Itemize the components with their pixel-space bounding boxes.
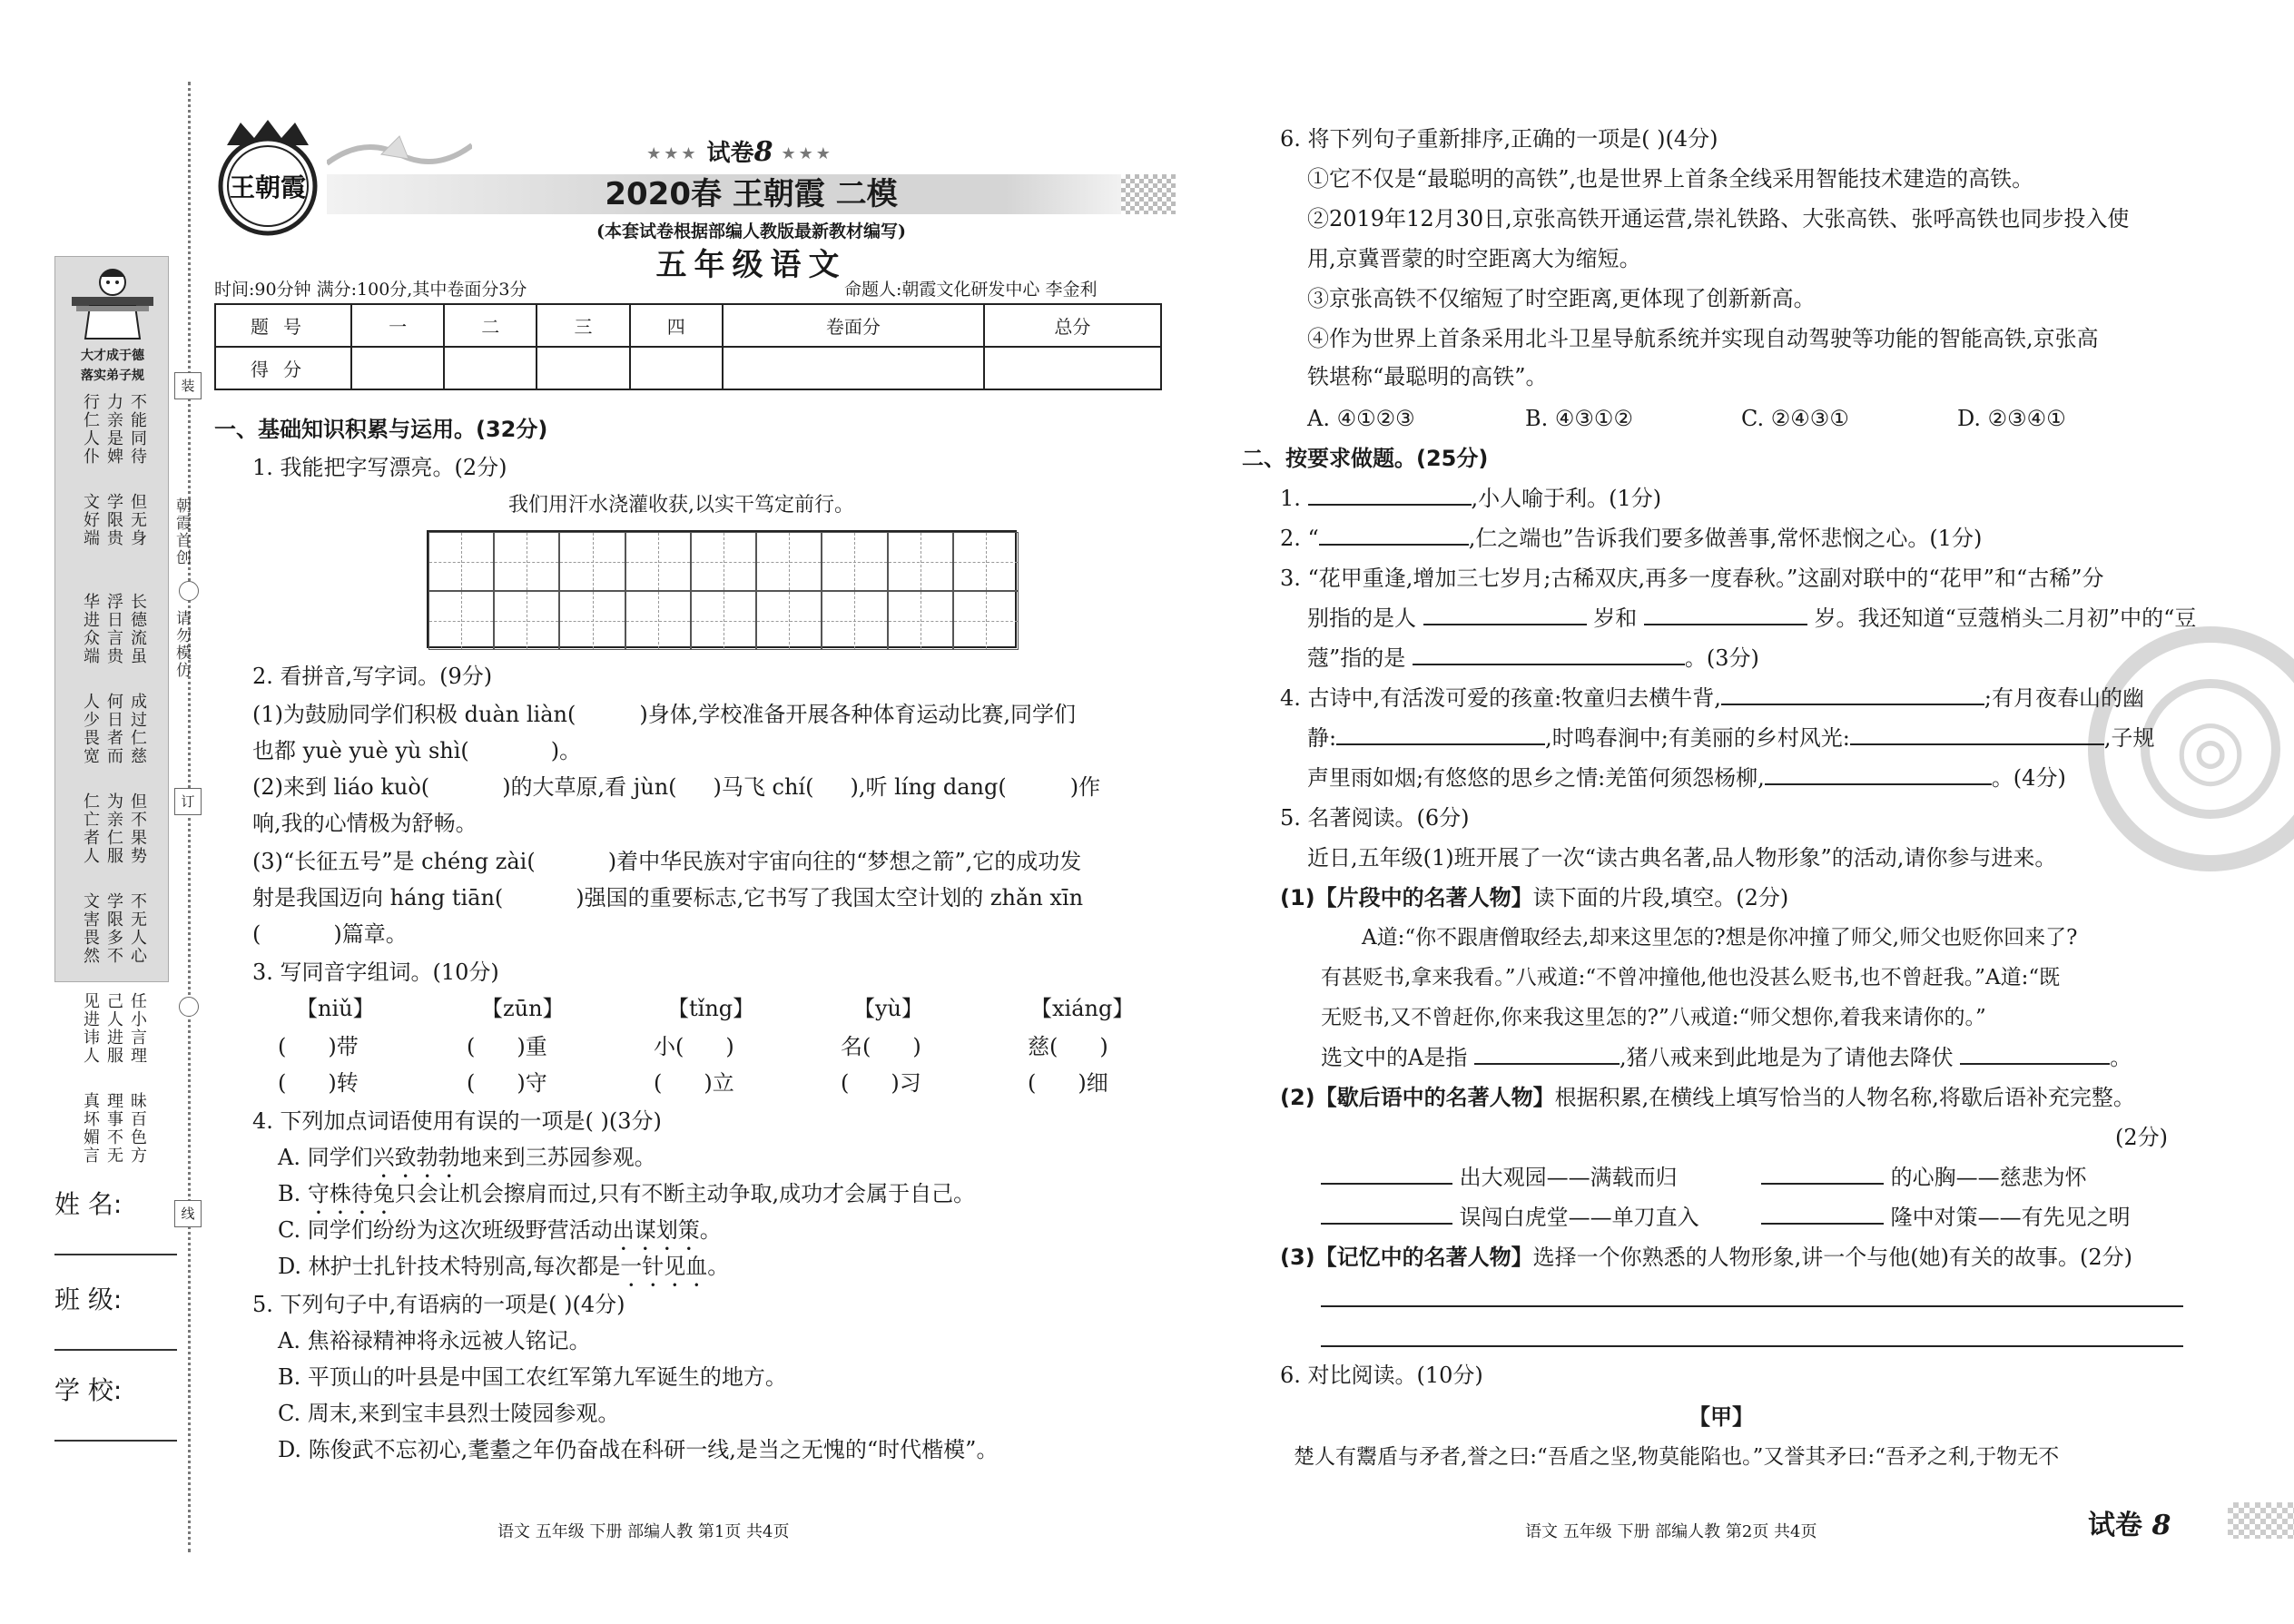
q2-1a: (1)为鼓励同学们积极 duàn liàn( [252,702,576,727]
q4-option-d[interactable] [278,1253,729,1292]
cut-circle-1 [179,581,199,601]
xiehouyu-2 [1761,1164,2087,1191]
q5-prompt: 5. 下列句子中,有语病的一项是( )(4分) [252,1292,625,1317]
p5-1-answer [1321,1044,2132,1071]
grid-cell[interactable] [888,591,953,650]
section-2-heading: 二、按要求做题。(25分) [1242,446,1489,471]
q6-sentence-4a: ④作为世界上首条采用北斗卫星导航系统并实现自动驾驶等功能的智能高铁,京张高 [1307,326,2099,351]
q4-option-b[interactable] [278,1180,975,1219]
grid-cell[interactable] [953,532,1019,591]
main-title: 2020春 王朝霞 二模 [605,176,898,212]
grid-cell[interactable] [756,591,822,650]
q6-option-b[interactable]: B. ④③①② [1525,406,1633,431]
paren: ( [654,1070,663,1096]
grid-cell[interactable] [559,591,625,650]
q2-3-line-2 [252,884,1083,911]
exam-info: 时间:90分钟 满分:100分,其中卷面分3分 [214,280,527,300]
page-footer-2: 语文 五年级 下册 部编人教 第2页 共4页 [1525,1522,1817,1541]
tag-checker-decoration [2228,1502,2294,1539]
score-cell[interactable] [984,347,1161,389]
p4-line-2 [1307,724,2155,752]
q2-3-line-3 [252,920,408,948]
school-field[interactable] [54,1371,182,1442]
q2-prompt: 2. 看拼音,写字词。(9分) [252,664,493,689]
logo-text: 王朝霞 [229,172,307,202]
q2-2a: (2)来到 liáo kuò( [252,774,430,800]
motto-col: 人少畏宽 [81,693,100,765]
word-part: )重 [517,1034,547,1059]
q3-pinyin-5: 【xiáng】 [1030,996,1135,1021]
p2-blank[interactable] [1319,526,1469,546]
motto-col: 力亲是婢 [104,393,123,466]
p4-blank-1[interactable] [1721,685,1984,705]
p5-2-text: 根据积累,在横线上填写恰当的人物名称,将歇后语补充完整。 [1554,1085,2135,1110]
q3-r1-3 [654,1033,734,1060]
q6-sentence-4b: 铁堪称“最聪明的高铁”。 [1307,364,1548,389]
table-cell: 四 [630,304,723,347]
motto-block [66,892,161,992]
grid-cell[interactable] [625,532,691,591]
class-field[interactable] [54,1280,182,1351]
opt-post: 。 [699,1217,722,1243]
motto-col: 理事不无 [104,1092,123,1165]
word-part: )守 [517,1070,547,1096]
q2-1c: 也都 yuè yuè yù shì( [252,738,469,763]
table-row [215,304,1161,347]
q2-3b: )着中华民族对宇宙向往的“梦想之箭”,它的成功发 [607,849,1082,874]
passage-jia-text: 楚人有鬻盾与矛者,誉之曰:“吾盾之坚,物莫能陷也。”又誉其矛曰:“吾矛之利,于物无不 [1294,1445,2060,1469]
score-cell[interactable] [351,347,444,389]
stars-right: ★★★ [781,144,833,163]
p4-line-1 [1280,684,2144,712]
scholar-figure-icon [63,264,162,341]
dotted-word: 兴致勃勃 [372,1145,460,1170]
p4c-post: 。(4分) [1991,765,2066,791]
q2-1b: )身体,学校准备开展各种体育运动比赛,同学们 [639,702,1076,727]
p3-blank-2[interactable] [1644,605,1807,625]
p4b-post: ,子规 [2103,725,2155,751]
p3-blank-1[interactable] [1423,605,1587,625]
motto-col: 见进讳人 [81,992,100,1065]
cut-mark-1: 装 [174,372,202,399]
grade-title: 五年级语文 [655,247,847,283]
table-cell: 题号 [215,304,351,347]
motto-col: 昧百色方 [128,1092,147,1165]
cut-line [188,82,191,1552]
motto-col: 何日者而 [104,693,123,765]
motto-col: 仁亡者人 [81,792,100,865]
p4b-mid: ,时鸣春涧中;有美丽的乡村风光: [1545,725,1850,751]
motto-col: 学限多不 [104,892,123,965]
xh-blank-4[interactable] [1761,1205,1884,1225]
q2-3d: )强国的重要标志,它书写了我国太空计划的 zhǎn xīn [576,885,1084,910]
xh-text-2: 的心胸——慈悲为怀 [1890,1165,2087,1190]
q2-2-line-1 [252,773,1100,801]
q2-1d: )。 [550,738,582,763]
motto-col: 华进众端 [81,593,100,665]
paren: ( [278,1070,287,1096]
word-part: ) [725,1034,734,1059]
q1-sentence: 我们用汗水浇灌收获,以实干笃定前行。 [508,494,854,517]
p3b-pre: 别指的是人 [1307,605,1416,631]
q6-option-d[interactable]: D. ②③④① [1957,406,2066,431]
grid-cell[interactable] [428,591,494,650]
q3-r2-4 [841,1069,921,1097]
brand-logo-icon [209,118,327,236]
dotted-word: 守株待兔 [307,1181,395,1206]
passage-jia-heading: 【甲】 [1689,1404,1754,1430]
q2-1-line-1 [252,701,1076,728]
q4-prompt: 4. 下列加点词语使用有误的一项是( )(3分) [252,1108,662,1134]
p5-1-heading [1280,884,1788,911]
q6-option-a[interactable]: A. ④①②③ [1307,406,1415,431]
table-cell: 总分 [984,304,1161,347]
grid-cell[interactable] [756,532,822,591]
p4a-post: ;有月夜春山的幽 [1984,685,2144,711]
p5-prompt: 5. 名著阅读。(6分) [1280,805,1470,831]
class-label: 班 级: [54,1284,123,1314]
motto-panel [54,256,169,1165]
xh-text-1: 出大观园——满载而归 [1459,1165,1678,1190]
paren: 名( [841,1034,871,1059]
motto-head-line-2: 落实弟子规 [81,369,144,383]
paren: ( [841,1070,850,1096]
answer-line-2[interactable] [1321,1345,2183,1347]
cut-mark-3: 线 [174,1200,202,1227]
motto-block [66,792,161,892]
p5-3-heading [1280,1244,2132,1271]
paren: 小( [654,1034,684,1059]
table-cell: 三 [537,304,629,347]
word-part: )带 [328,1034,359,1059]
cut-circle-2 [179,997,199,1017]
score-cell[interactable] [723,347,984,389]
motto-col: 己人进服 [104,992,123,1065]
grid-cell[interactable] [888,532,953,591]
q2-3c: 射是我国迈向 háng tiān( [252,885,504,910]
q4-option-a[interactable] [278,1144,656,1183]
subtitle: (本套试卷根据部编人教版最新教材编写) [596,221,906,241]
paren: ( [278,1034,287,1059]
opt-pre: A. 同学们 [278,1145,373,1170]
q6-sentence-2a: ②2019年12月30日,京张高铁开通运营,崇礼铁路、大张高铁、张呼高铁也同步投入使 [1307,206,2130,231]
p5-2-score: (2分) [2115,1125,2168,1150]
grid-cell[interactable] [691,591,756,650]
p1-blank[interactable] [1308,486,1472,506]
q3-pinyin-1: 【niǔ】 [296,996,375,1021]
cut-text-2: 请勿模仿 [172,610,191,679]
grid-cell[interactable] [822,532,887,591]
motto-block [66,493,161,593]
word-part: ) [912,1034,921,1059]
q3-pinyin-2: 【zūn】 [481,996,565,1021]
p5-2-heading [1280,1084,2135,1111]
binding-margin [0,0,195,1624]
p5-3-text: 选择一个你熟悉的人物形象,讲一个与他(她)有关的故事。(2分) [1532,1245,2132,1270]
paper-tag [2088,1502,2171,1542]
p5-1-quote-2: 有甚贬书,拿来我看。”八戒道:“不曾冲撞他,他也没甚么贬书,也不曾赶我。”A道:“既 [1321,966,2061,989]
q2-2c: )马飞 chí( [713,774,814,800]
q3-r2-1 [278,1069,359,1097]
p5-1-ans-pre: 选文中的A是指 [1321,1045,1468,1070]
opt-post: 地来到三苏园参观。 [459,1145,656,1170]
q2-2b: )的大草原,看 jùn( [502,774,677,800]
paren: ( [467,1070,476,1096]
q5-option-c[interactable]: C. 周末,来到宝丰县烈士陵园参观。 [278,1401,620,1426]
q3-r1-1 [278,1033,359,1060]
xh-text-3: 误闯白虎堂——单刀直入 [1459,1205,1699,1230]
table-cell: 一 [351,304,444,347]
paper-no-num: 8 [753,136,773,168]
xh-blank-3[interactable] [1321,1205,1452,1225]
motto-col: 浮日言贵 [104,593,123,665]
xiehouyu-3 [1321,1204,1699,1231]
score-cell[interactable] [630,347,723,389]
grid-cell[interactable] [559,532,625,591]
tag-num: 8 [2151,1510,2171,1541]
motto-col: 不能同待 [128,393,147,466]
xiehouyu-1 [1321,1164,1678,1191]
q3-r1-2 [467,1033,547,1060]
p5-1-blank-1[interactable] [1474,1045,1620,1065]
q5-option-a[interactable]: A. 焦裕禄精神将永远被人铭记。 [278,1328,591,1353]
opt-post: 只会让机会擦肩而过,只有不断主动争取,成功才会属于自己。 [394,1181,976,1206]
q2-3a: (3)“长征五号”是 chéng zài( [252,849,536,874]
p1-line [1280,485,1661,512]
table-cell: 得分 [215,347,351,389]
motto-col: 真坏媚言 [81,1092,100,1165]
grid-cell[interactable] [953,591,1019,650]
q2-3e: ( [252,921,261,947]
opt-post: 。 [707,1254,730,1279]
p4-blank-2[interactable] [1336,725,1545,745]
motto-col: 但不果势 [128,792,147,865]
q2-3-line-1 [252,848,1081,875]
motto-col: 成过仁慈 [128,693,147,765]
p2-line [1280,525,1982,552]
name-field[interactable] [54,1185,182,1255]
motto-heading [55,346,170,386]
q3-prompt: 3. 写同音字组词。(10分) [252,960,499,985]
school-line[interactable] [54,1440,177,1442]
opt-pre: D. 林护士扎针技术特别高,每次都是 [278,1254,621,1279]
motto-col: 文害畏然 [81,892,100,965]
score-cell[interactable] [537,347,629,389]
q3-r1-4 [841,1033,921,1060]
q1-prompt: 1. 我能把字写漂亮。(2分) [252,455,507,480]
motto-col: 但无身 [128,493,147,547]
p5-1-quote-1: A道:“你不跟唐僧取经去,却来这里怎的?想是你冲撞了师父,师父也贬你回来了? [1362,926,2078,950]
motto-col: 行仁人仆 [81,393,100,466]
p5-1-ans-post: 。 [2110,1045,2132,1070]
grid-cell[interactable] [822,591,887,650]
motto-head-line-1: 大才成于德 [81,349,144,363]
q4-option-c[interactable] [278,1216,722,1255]
score-table [214,303,1162,390]
q6-sentence-3: ③京张高铁不仅缩短了时空距离,更体现了创新新高。 [1307,286,1816,311]
q6-sentence-1: ①它不仅是“最聪明的高铁”,也是世界上首条全线采用智能技术建造的高铁。 [1307,166,2034,192]
table-cell: 卷面分 [723,304,984,347]
q2-1-line-2 [252,737,581,764]
grid-cell[interactable] [494,591,559,650]
p3-line-2 [1307,605,2196,632]
motto-block [66,693,161,792]
p4-blank-3[interactable] [1850,725,2104,745]
tag-label: 试卷 [2088,1510,2142,1541]
watermark-glyph: ◎ [2174,701,2247,796]
q3-pinyin-4: 【yù】 [853,996,924,1021]
opt-pre: C. 同学们纷纷为这次班级野营活动 [278,1217,613,1243]
dotted-word: 出谋划策 [612,1217,700,1243]
p3c-pre: 蔻”指的是 [1307,645,1406,671]
score-cell[interactable] [444,347,537,389]
author-info: 命题人:朝霞文化研发中心 李金利 [844,280,1098,300]
p3-line-1: 3. “花甲重逢,增加三七岁月;古稀双庆,再多一度春秋。”这副对联中的“花甲”和“古稀”分 [1280,566,2104,591]
q2-2e: )作 [1069,774,1101,800]
xiehouyu-4 [1761,1204,2131,1231]
p4-line-3 [1307,764,2066,792]
q3-r2-5 [1028,1069,1108,1097]
p5-intro: 近日,五年级(1)班开展了一次“读古典名著,品人物形象”的活动,请你参与进来。 [1307,845,2057,871]
stars-left: ★★★ [646,144,699,163]
motto-block [66,992,161,1092]
q6-sentence-2b: 用,京冀晋蒙的时空距离大为缩短。 [1307,246,1641,271]
table-cell: 二 [444,304,537,347]
motto-col: 学限贵 [104,493,123,547]
p4a-pre: 4. 古诗中,有活泼可爱的孩童:牧童归去横牛背, [1280,685,1721,711]
motto-col: 长德流虽 [128,593,147,665]
p3b-mid: 岁和 [1593,605,1638,631]
p3-line-3 [1307,645,1759,672]
name-line[interactable] [54,1254,177,1255]
table-row [215,347,1161,389]
p5-2-label: (2)【歇后语中的名著人物】 [1280,1085,1555,1110]
word-part: )细 [1078,1070,1108,1096]
p3-blank-3[interactable] [1413,645,1685,665]
word-part: )立 [704,1070,734,1096]
q5-option-d[interactable]: D. 陈俊武不忘初心,耄耋之年仍奋战在科研一线,是当之无愧的“时代楷模”。 [278,1437,999,1462]
q2-3f: )篇章。 [333,921,408,947]
motto-col: 任小言理 [128,992,147,1065]
p4c-pre: 声里雨如烟;有悠悠的思乡之情:羌笛何须怨杨柳, [1307,765,1765,791]
p5-1-text: 读下面的片段,填空。(2分) [1532,885,1789,910]
grid-cell[interactable] [691,532,756,591]
p5-1-blank-2[interactable] [1960,1045,2110,1065]
q3-r2-2 [467,1069,547,1097]
p2-post: ,仁之端也”告诉我们要多做善事,常怀悲悯之心。(1分) [1468,526,1983,551]
paren: ( [1028,1070,1037,1096]
class-line[interactable] [54,1349,177,1351]
motto-col: 为亲仁服 [104,792,123,865]
grid-cell[interactable] [428,532,494,591]
q6-prompt: 6. 将下列句子重新排序,正确的一项是( )(4分) [1280,126,1718,152]
dotted-word: 一针见血 [620,1254,708,1279]
p6-prompt: 6. 对比阅读。(10分) [1280,1363,1483,1388]
q6-option-c[interactable]: C. ②④③① [1741,406,1849,431]
word-part: ) [1099,1034,1108,1059]
q5-option-b[interactable]: B. 平顶山的叶县是中国工农红军第九军诞生的地方。 [278,1364,787,1390]
cut-mark-2: 订 [174,788,202,815]
xh-blank-1[interactable] [1321,1165,1452,1185]
p5-1-quote-3: 无贬书,又不曾赶你,你来我这里怎的?”八戒道:“师父想你,着我来请你的。” [1321,1006,1986,1029]
motto-block [66,1092,161,1192]
ribbon-decoration-icon [327,127,472,182]
p5-3-label: (3)【记忆中的名著人物】 [1280,1245,1533,1270]
section-1-heading: 一、基础知识积累与运用。(32分) [214,417,548,442]
p1-pre: 1. [1280,486,1301,511]
q2-2d: ),听 líng dang( [850,774,1007,800]
q3-r2-3 [654,1069,734,1097]
p5-1-label: (1)【片段中的名著人物】 [1280,885,1533,910]
q3-r1-5 [1028,1033,1108,1060]
p3b-post: 岁。我还知道“豆蔻梢头二月初”中的“豆 [1814,605,2197,631]
word-part: )转 [328,1070,359,1096]
motto-col: 不无人心 [128,892,147,965]
motto-block [66,593,161,693]
motto-col: 文好端 [81,493,100,547]
p4-blank-4[interactable] [1765,765,1992,785]
q2-2-line-2: 响,我的心情极为舒畅。 [252,811,478,836]
answer-line-1[interactable] [1321,1305,2183,1307]
p1-post: ,小人喻于利。(1分) [1471,486,1662,511]
word-part: )习 [891,1070,921,1096]
name-label: 姓 名: [54,1189,123,1219]
p2-pre: 2. “ [1280,526,1319,551]
cut-text-1: 朝霞首创 [172,497,191,566]
paren: 慈( [1028,1034,1058,1059]
grid-cell[interactable] [494,532,559,591]
p4b-pre: 静: [1307,725,1337,751]
q3-pinyin-3: 【tǐng】 [667,996,755,1021]
motto-block [66,393,161,493]
grid-cell[interactable] [625,591,691,650]
motto-columns [66,393,161,1192]
p3c-post: 。(3分) [1684,645,1759,671]
xh-blank-2[interactable] [1761,1165,1884,1185]
opt-pre: B. [278,1181,308,1206]
writing-grid[interactable] [427,530,1017,648]
xh-text-4: 隆中对策——有先见之明 [1890,1205,2131,1230]
paper-no-label: 试卷 [706,140,754,167]
paper-number [626,134,853,168]
p5-1-ans-mid: ,猪八戒来到此地是为了请他去降伏 [1619,1045,1954,1070]
page-footer-1: 语文 五年级 下册 部编人教 第1页 共4页 [497,1522,790,1541]
school-label: 学 校: [54,1375,123,1405]
paren: ( [467,1034,476,1059]
